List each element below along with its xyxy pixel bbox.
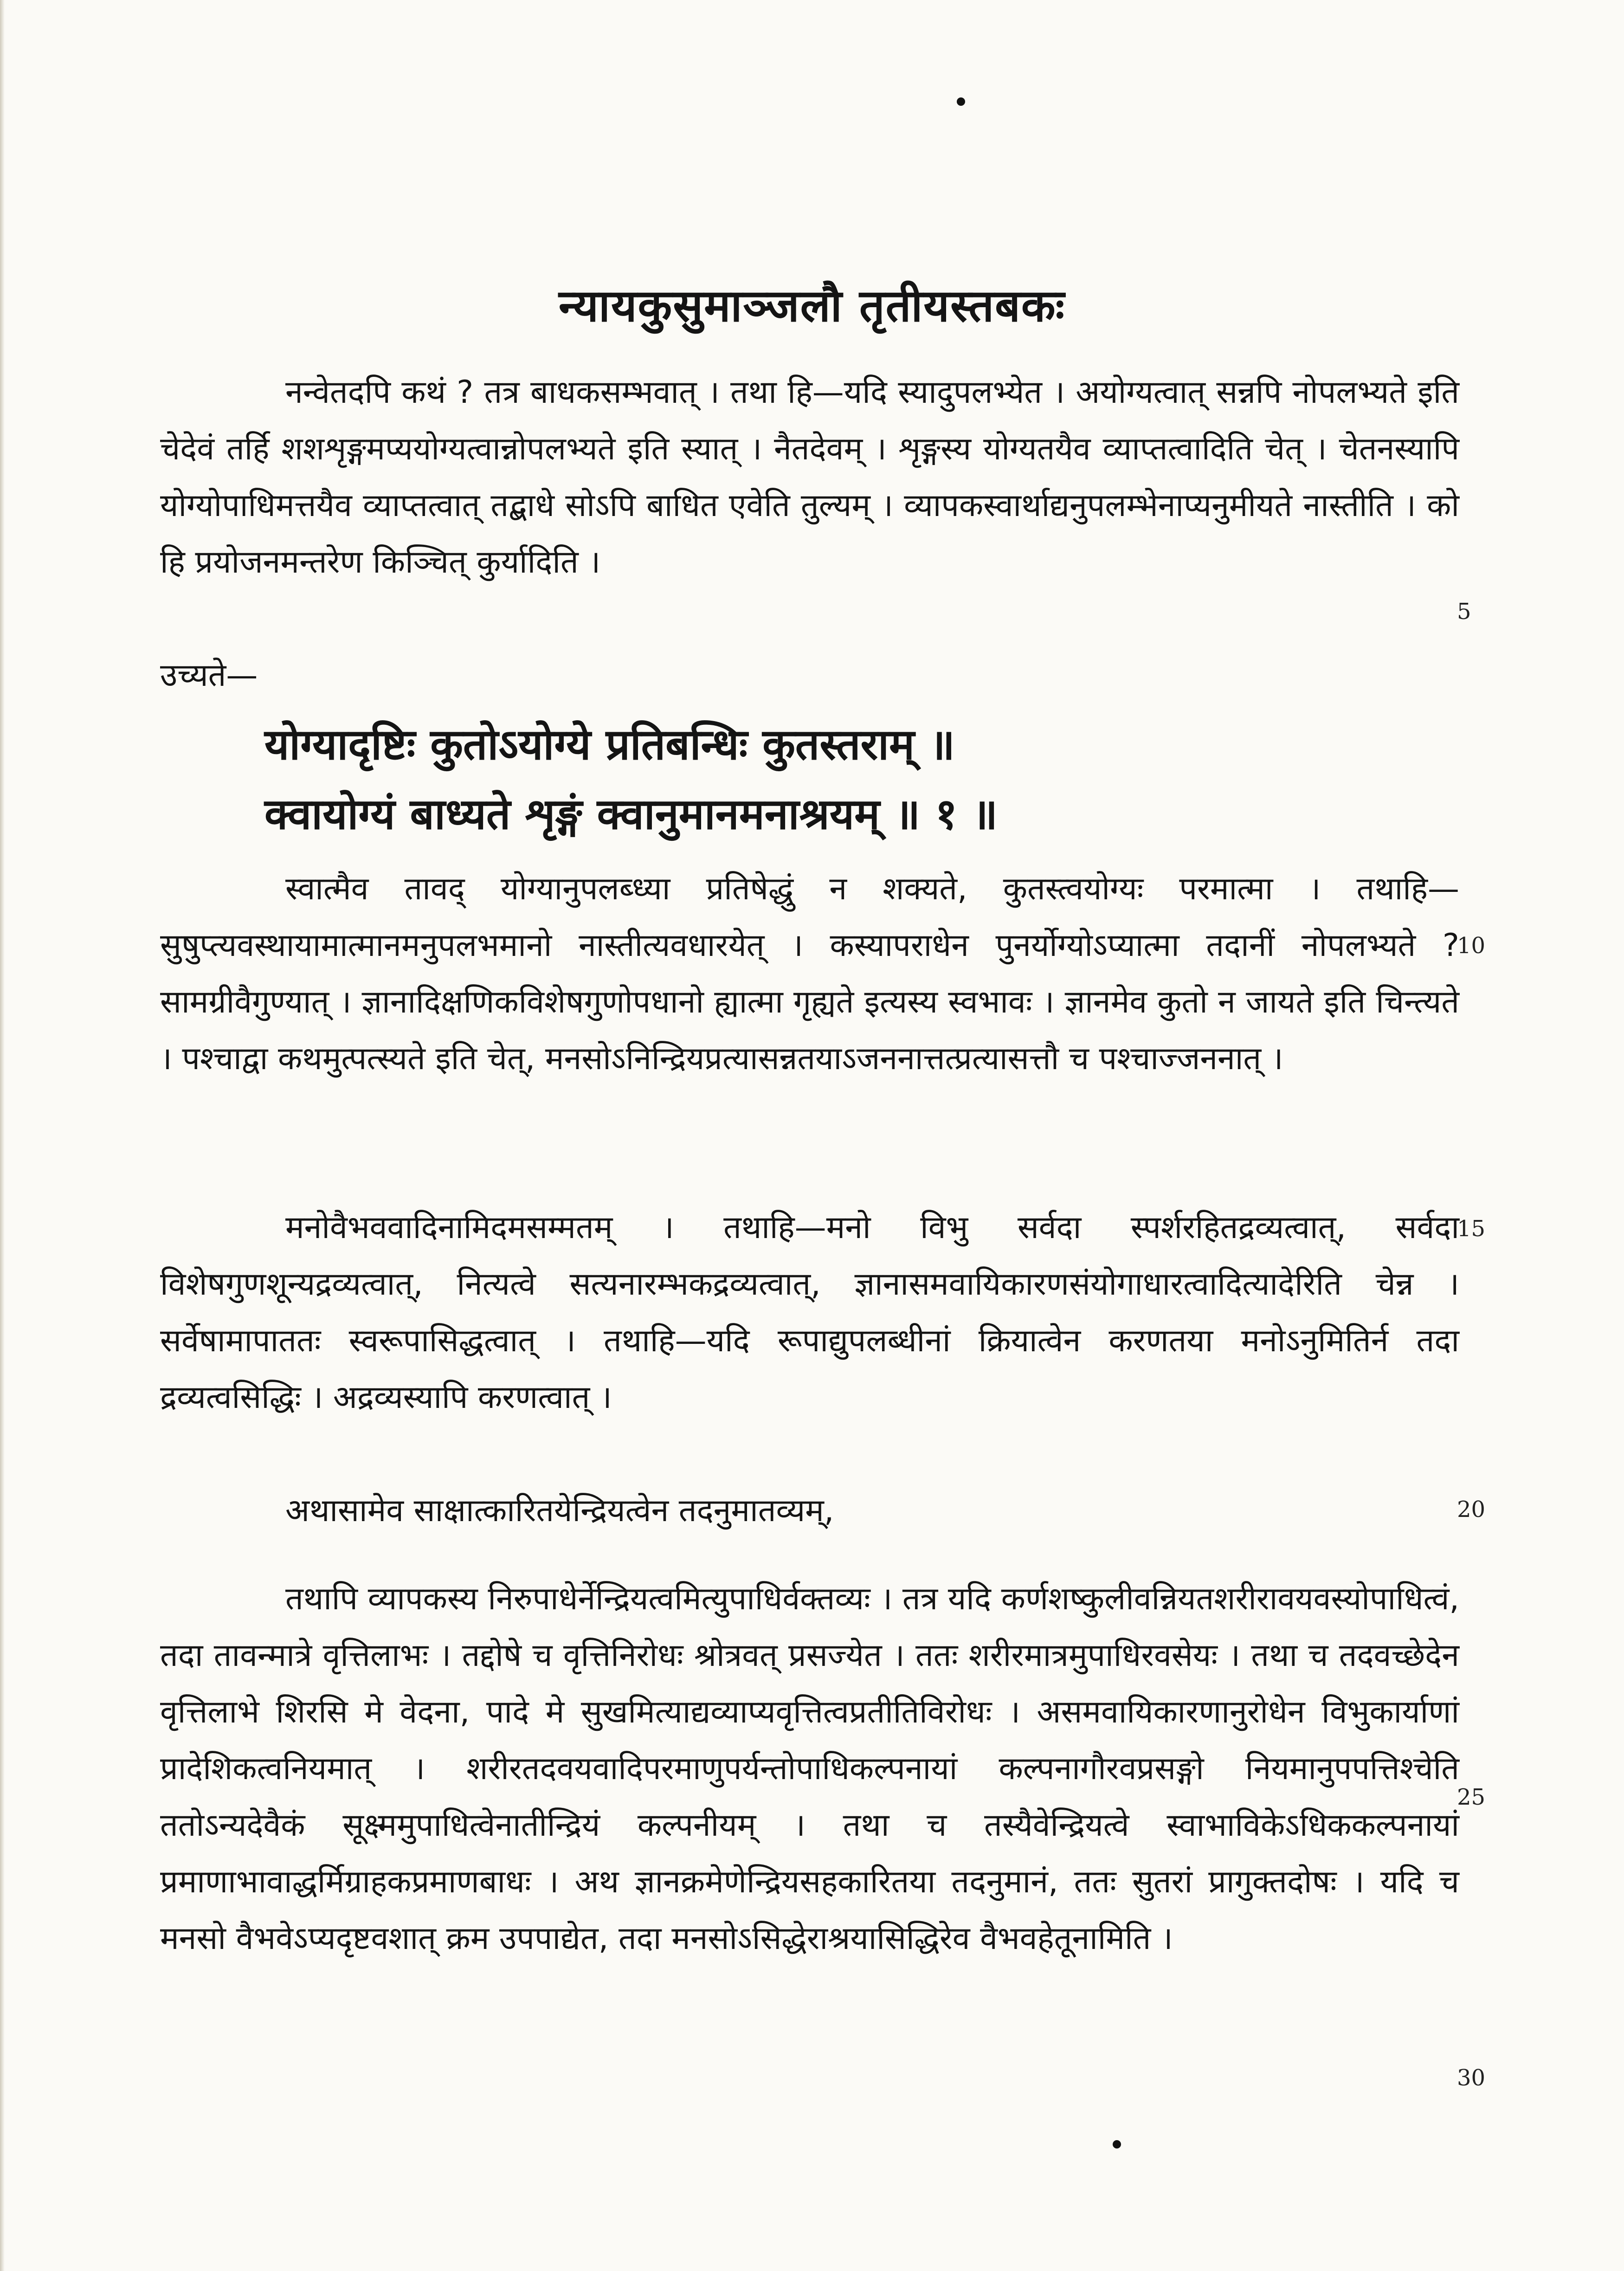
line-number: 15	[1457, 1216, 1486, 1242]
bottom-dot-mark	[1113, 2140, 1121, 2148]
line-number: 30	[1457, 2065, 1486, 2091]
line-number: 20	[1457, 1497, 1486, 1523]
verse-block	[264, 710, 1517, 849]
top-dot-mark	[957, 97, 965, 106]
page-heading: न्यायकुसुमाञ्जलौ तृतीयस्तबकः	[558, 280, 1066, 332]
paragraph-2: स्वात्मैव तावद् योग्यानुपलब्ध्या प्रतिषेद्धुं न शक्यते, कुतस्त्वयोग्यः परमात्मा । तथाहि—सुषुप्त्यवस्थायामात्मानमनुपलभमानो नास्तीत्यवधारयेत् । कस्यापराधेन पुनर्योग्योऽप्यात्मा तदानीं नोपलभ्यते ? सामग्रीवैगुण्यात् । ज्ञानादिक्षणिकविशेषगुणोपधानो ह्यात्मा गृह्यते इत्यस्य स्वभावः । ज्ञानमेव कुतो न जायते इति चिन्त्यते । पश्चाद्वा कथमुत्पत्स्यते इति चेत्, मनसोऽनिन्द्रियप्रत्यासन्नतयाऽजननात्तत्प्रत्यासत्तौ च पश्चाज्जननात् ।	[160, 871, 1459, 1077]
page-edge-shadow	[0, 0, 5, 2271]
uchyate-line: उच्यते—	[160, 657, 258, 694]
paragraph-4: अथासामेव साक्षात्कारितयेन्द्रियत्वेन तदनुमातव्यम्,	[285, 1492, 834, 1529]
line-number: 10	[1457, 933, 1486, 959]
line-number: 25	[1457, 1784, 1486, 1810]
line-number: 5	[1457, 599, 1471, 625]
paragraph-1: नन्वेतदपि कथं ? तत्र बाधकसम्भवात् । तथा हि—यदि स्यादुपलभ्येत । अयोग्यत्वात् सन्नपि नोपलभ्यते इति चेदेवं तर्हि शशशृङ्गमप्ययोग्यत्वान्नोपलभ्यते इति स्यात् । नैतदेवम् । शृङ्गस्य योग्यतयैव व्याप्तत्वादिति चेत् । चेतनस्यापि योग्योपाधिमत्तयैव व्याप्तत्वात् तद्बाधे सोऽपि बाधित एवेति तुल्यम् । व्यापकस्वार्थाद्यनुपलम्भेनाप्यनुमीयते नास्तीति । को हि प्रयोजनमन्तरेण किञ्चित् कुर्यादिति ।	[160, 374, 1459, 581]
verse-line-1: योग्यादृष्टिः कुतोऽयोग्ये प्रतिबन्धिः कुतस्तराम् ॥	[264, 720, 955, 769]
paragraph-5: तथापि व्यापकस्य निरुपाधेर्नेन्द्रियत्वमित्युपाधिर्वक्तव्यः । तत्र यदि कर्णशष्कुलीवन्नियतशरीरावयवस्योपाधित्वं, तदा तावन्मात्रे वृत्तिलाभः । तद्दोषे च वृत्तिनिरोधः श्रोत्रवत् प्रसज्येत । ततः शरीरमात्रमुपाधिरवसेयः । तथा च तदवच्छेदेन वृत्तिलाभे शिरसि मे वेदना, पादे मे सुखमित्याद्यव्याप्यवृत्तित्वप्रतीतिविरोधः । असमवायिकारणानुरोधेन विभुकार्याणां प्रादेशिकत्वनियमात् । शरीरतदवयवादिपरमाणुपर्यन्तोपाधिकल्पनायां कल्पनागौरवप्रसङ्गो नियमानुपपत्तिश्चेति ततोऽन्यदेवैकं सूक्ष्ममुपाधित्वेनातीन्द्रियं कल्पनीयम् । तथा च तस्यैवेन्द्रियत्वे स्वाभाविकेऽधिककल्पनायां प्रमाणाभावाद्धर्मिग्राहकप्रमाणबाधः । अथ ज्ञानक्रमेणेन्द्रियसहकारितया तदनुमानं, ततः सुतरां प्रागुक्तदोषः । यदि च मनसो वैभवेऽप्यदृष्टवशात् क्रम उपपाद्येत, तदा मनसोऽसिद्धेराश्रयासिद्धिरेव वैभवहेतूनामिति ।	[160, 1581, 1459, 1957]
verse-line-2: क्वायोग्यं बाध्यते शृङ्गं क्वानुमानमनाश्रयम् ॥ १ ॥	[264, 789, 998, 839]
paragraph-3: मनोवैभववादिनामिदमसम्मतम् । तथाहि—मनो विभु सर्वदा स्पर्शरहितद्रव्यत्वात्, सर्वदा विशेषगुणशून्यद्रव्यत्वात्, नित्यत्वे सत्यनारम्भकद्रव्यत्वात्, ज्ञानासमवायिकारणसंयोगाधारत्वादित्यादेरिति चेन्न । सर्वेषामापाततः स्वरूपासिद्धत्वात् । तथाहि—यदि रूपाद्युपलब्धीनां क्रियात्वेन करणतया मनोऽनुमितिर्न तदा द्रव्यत्वसिद्धिः । अद्रव्यस्यापि करणत्वात् ।	[160, 1209, 1459, 1416]
